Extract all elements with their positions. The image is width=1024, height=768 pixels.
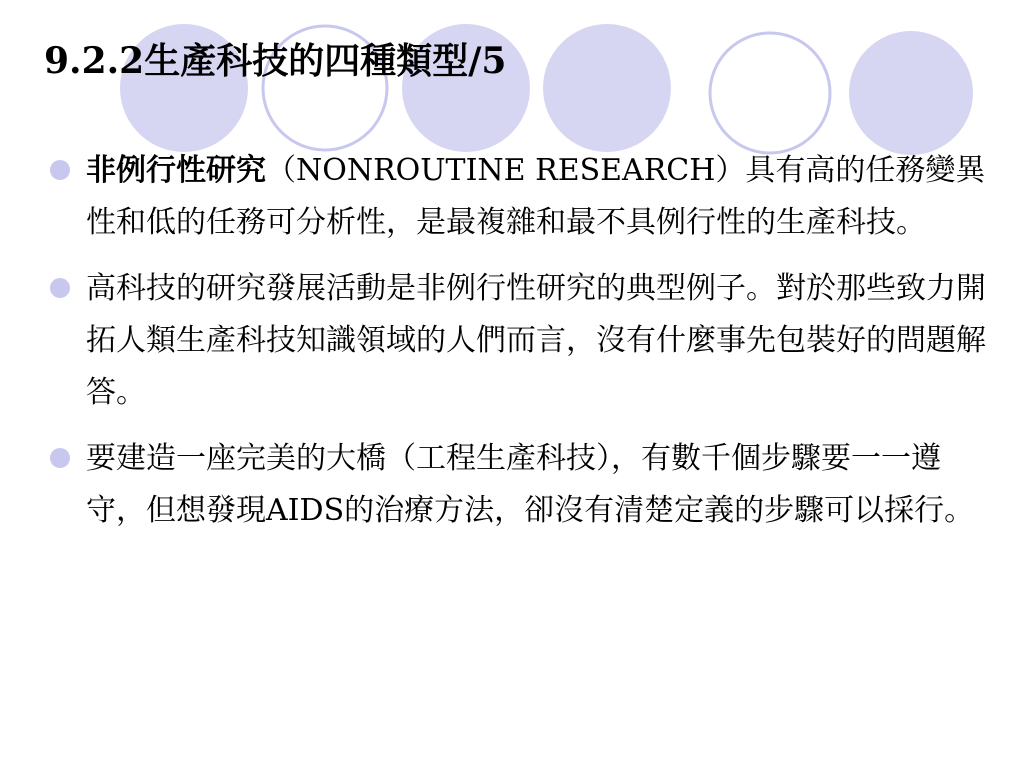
bullet-text: 高科技的研究發展活動是非例行性研究的典型例子。對於那些致力開拓人類生產科技知識領域的人們而言，沒有什麼事先包裝好的問題解答。 <box>86 271 986 410</box>
bullet-icon <box>50 160 70 180</box>
bullet-text: （NONROUTINE RESEARCH）具有高的任務變異性和低的任務可分析性，是最複雜和最不具例行性的生產科技。 <box>86 153 986 240</box>
bullet-text: 要建造一座完美的大橋（工程生產科技），有數千個步驟要一一遵守，但想發現AIDS的治療方法，卻沒有清楚定義的步驟可以採行。 <box>86 441 975 528</box>
bullet-icon <box>50 278 70 298</box>
bullet-lead: 非例行性研究 <box>86 153 266 188</box>
decor-circle <box>849 31 973 155</box>
bullet-item <box>50 263 990 419</box>
slide-title: 9.2.2生產科技的四種類型/5 <box>44 40 507 82</box>
bullet-item <box>50 145 990 249</box>
bullet-list <box>50 145 990 551</box>
bullet-icon <box>50 448 70 468</box>
bullet-item <box>50 433 990 537</box>
decor-circle <box>710 33 830 153</box>
decor-circle <box>543 24 671 152</box>
